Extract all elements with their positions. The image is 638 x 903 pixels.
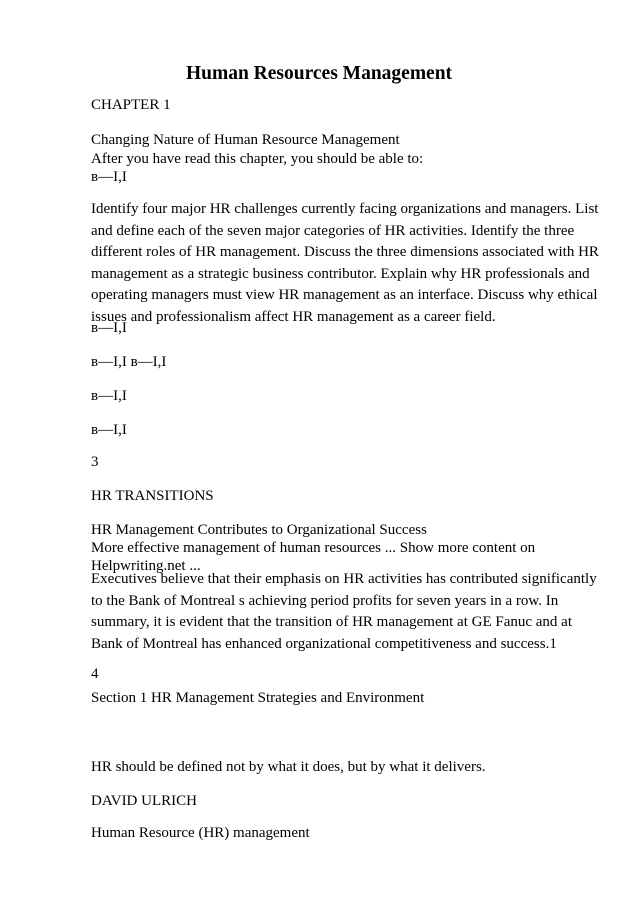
objectives-line: management as a strategic business contributor. Explain why HR professionals and: [91, 265, 590, 282]
intro-text: After you have read this chapter, you should be able to:: [91, 151, 424, 167]
chapter-heading: Changing Nature of Human Resource Management: [91, 132, 400, 148]
executives-paragraph: [91, 569, 597, 655]
page-number-3: 3: [91, 454, 99, 470]
glyph-a: в—І,І: [91, 354, 127, 370]
objectives-line: operating managers must view HR management as an interface. Discuss why ethical: [91, 287, 598, 303]
glyph-line-4: в—І,І: [91, 388, 127, 404]
quote-author: DAVID ULRICH: [91, 793, 197, 809]
objectives-line: issues and professionalism affect HR management as a career field.: [91, 308, 496, 325]
objectives-line: different roles of HR management. Discuss the three dimensions associated with HR: [91, 244, 599, 260]
glyph-line-3: [91, 352, 166, 372]
document-title: Human Resources Management: [185, 63, 453, 84]
executives-line: Bank of Montreal has enhanced organizational competitiveness and success.1: [91, 635, 557, 652]
transitions-line-1: More effective management of human resources ... Show more content on: [91, 540, 536, 556]
transitions-line-2: Helpwriting.net ...: [91, 558, 201, 574]
quote-text: HR should be defined not by what it does, but by what it delivers.: [91, 759, 486, 775]
glyph-line-1: в—І,І: [91, 169, 127, 185]
transitions-heading: HR Management Contributes to Organizational Success: [91, 522, 427, 538]
objectives-paragraph: [91, 199, 599, 328]
executives-line: summary, it is evident that the transition of HR management at GE Fanuc and at: [91, 614, 572, 630]
glyph-line-5: в—І,І: [91, 422, 127, 438]
glyph-b: в—І,І: [130, 354, 167, 370]
executives-line: to the Bank of Montreal s achieving period profits for seven years in a row. In: [91, 592, 559, 609]
hr-transitions-heading: HR TRANSITIONS: [91, 488, 214, 504]
objectives-line: Identify four major HR challenges currently facing organizations and managers. List: [91, 201, 599, 217]
last-heading: Human Resource (HR) management: [91, 825, 310, 841]
page-number-4: 4: [91, 666, 99, 682]
executives-line: Executives believe that their emphasis on HR activities has contributed significantly: [91, 571, 597, 587]
objectives-line: and define each of the seven major categories of HR activities. Identify the three: [91, 222, 575, 239]
section-heading: Section 1 HR Management Strategies and Environment: [91, 690, 425, 706]
glyph-line-2: в—І,І: [91, 320, 127, 336]
chapter-label: CHAPTER 1: [91, 97, 171, 113]
